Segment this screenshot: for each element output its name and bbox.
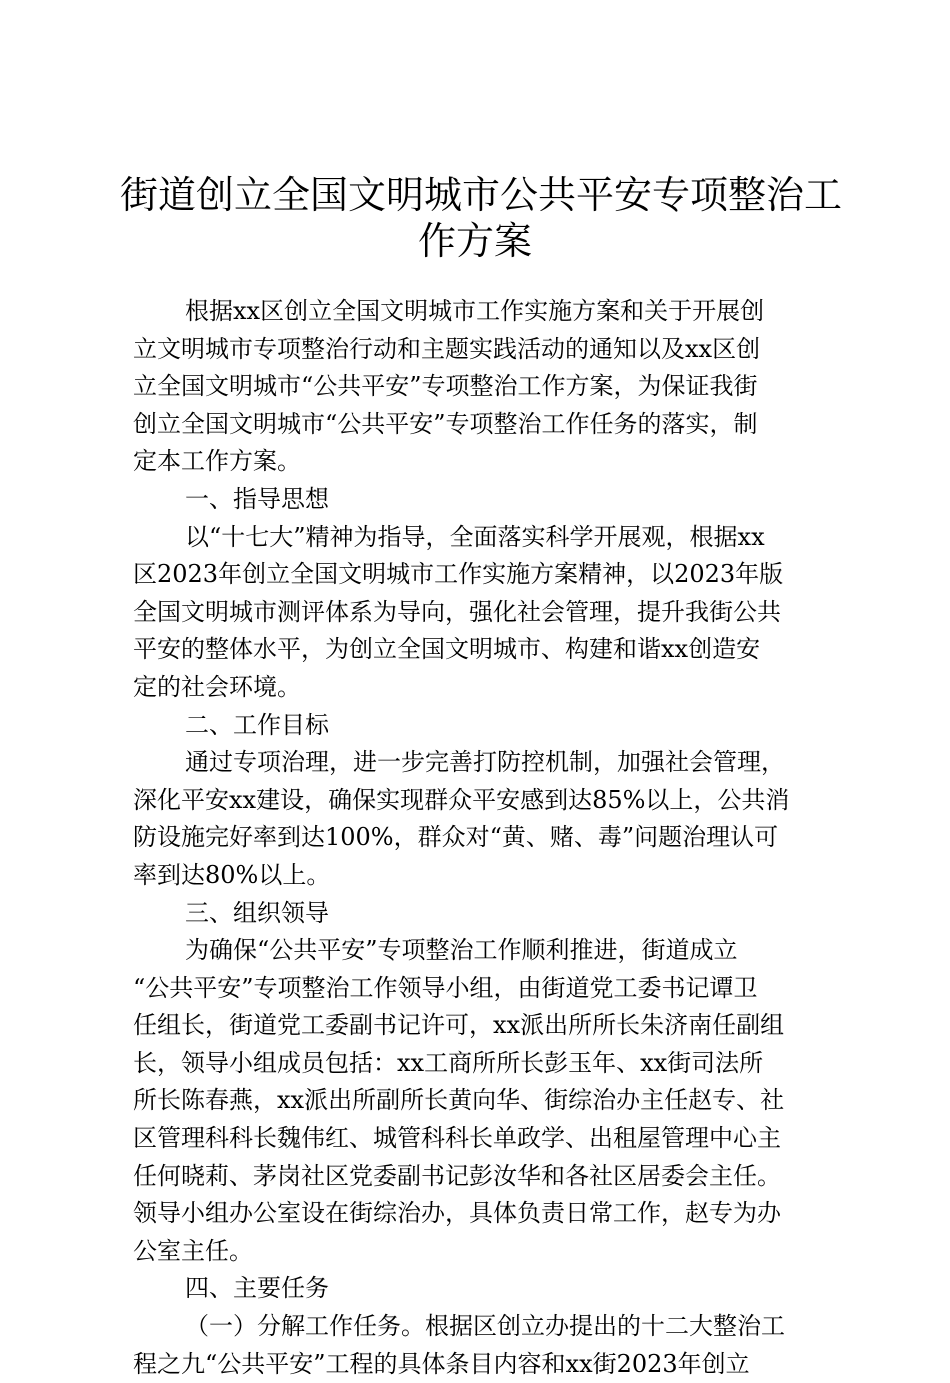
paragraph-goals-line: 通过专项治理，进一步完善打防控机制，加强社会管理， bbox=[185, 748, 785, 777]
paragraph-leadership-line: 为确保“公共平安”专项整治工作顺利推进，街道成立 bbox=[185, 936, 738, 965]
paragraph-intro-line: 根据xx区创立全国文明城市工作实施方案和关于开展创 bbox=[185, 297, 765, 325]
paragraph-leadership-line: 公室主任。 bbox=[133, 1236, 253, 1265]
paragraph-leadership-line: 任何晓莉、茅岗社区党委副书记彭汝华和各社区居委会主任。 bbox=[133, 1161, 781, 1190]
paragraph-leadership-line: 长，领导小组成员包括：xx工商所所长彭玉年、xx街司法所 bbox=[133, 1048, 764, 1077]
paragraph-intro-line: 立文明城市专项整治行动和主题实践活动的通知以及xx区创 bbox=[133, 334, 761, 363]
document-title-line-1: 街道创立全国文明城市公共平安专项整治工 bbox=[120, 173, 843, 217]
paragraph-guiding-line: 平安的整体水平，为创立全国文明城市、构建和谐xx创造安 bbox=[133, 635, 761, 664]
paragraph-intro-line: 立全国文明城市“公共平安”专项整治工作方案，为保证我街 bbox=[133, 372, 758, 401]
paragraph-leadership-line: “公共平安”专项整治工作领导小组，由街道党工委书记谭卫 bbox=[133, 973, 758, 1002]
paragraph-intro-line: 定本工作方案。 bbox=[133, 447, 301, 476]
section-heading-work-goals: 二、工作目标 bbox=[185, 710, 329, 739]
paragraph-goals-line: 深化平安xx建设，确保实现群众平安感到达85%以上，公共消 bbox=[133, 785, 790, 814]
paragraph-leadership-line: 所长陈春燕，xx派出所副所长黄向华、街综治办主任赵专、社 bbox=[133, 1086, 785, 1115]
document-body bbox=[133, 293, 833, 1383]
paragraph-goals-line: 防设施完好率到达100%，群众对“黄、赌、毒”问题治理认可 bbox=[133, 823, 779, 852]
paragraph-guiding-line: 区2023年创立全国文明城市工作实施方案精神，以2023年版 bbox=[133, 560, 784, 589]
paragraph-leadership-line: 区管理科科长魏伟红、城管科科长单政学、出租屋管理中心主 bbox=[133, 1124, 781, 1153]
paragraph-tasks-line: 程之九“公共平安”工程的具体条目内容和xx街2023年创立 bbox=[133, 1349, 750, 1378]
paragraph-guiding-line: 以“十七大”精神为指导，全面落实科学开展观，根据xx bbox=[185, 522, 765, 551]
paragraph-guiding-line: 定的社会环境。 bbox=[133, 672, 301, 701]
paragraph-goals-line: 率到达80%以上。 bbox=[133, 860, 331, 889]
section-heading-main-tasks: 四、主要任务 bbox=[185, 1274, 329, 1303]
paragraph-leadership-line: 任组长，街道党工委副书记许可，xx派出所所长朱济南任副组 bbox=[133, 1011, 785, 1040]
paragraph-intro-line: 创立全国文明城市“公共平安”专项整治工作任务的落实，制 bbox=[133, 409, 758, 438]
paragraph-tasks-line: （一）分解工作任务。根据区创立办提出的十二大整治工 bbox=[185, 1312, 785, 1341]
document-title-line-2: 作方案 bbox=[417, 219, 532, 263]
section-heading-leadership: 三、组织领导 bbox=[185, 898, 329, 927]
paragraph-guiding-line: 全国文明城市测评体系为导向，强化社会管理，提升我街公共 bbox=[133, 597, 781, 626]
paragraph-leadership-line: 领导小组办公室设在街综治办，具体负责日常工作，赵专为办 bbox=[133, 1199, 781, 1228]
section-heading-guiding-thought: 一、指导思想 bbox=[185, 484, 329, 513]
